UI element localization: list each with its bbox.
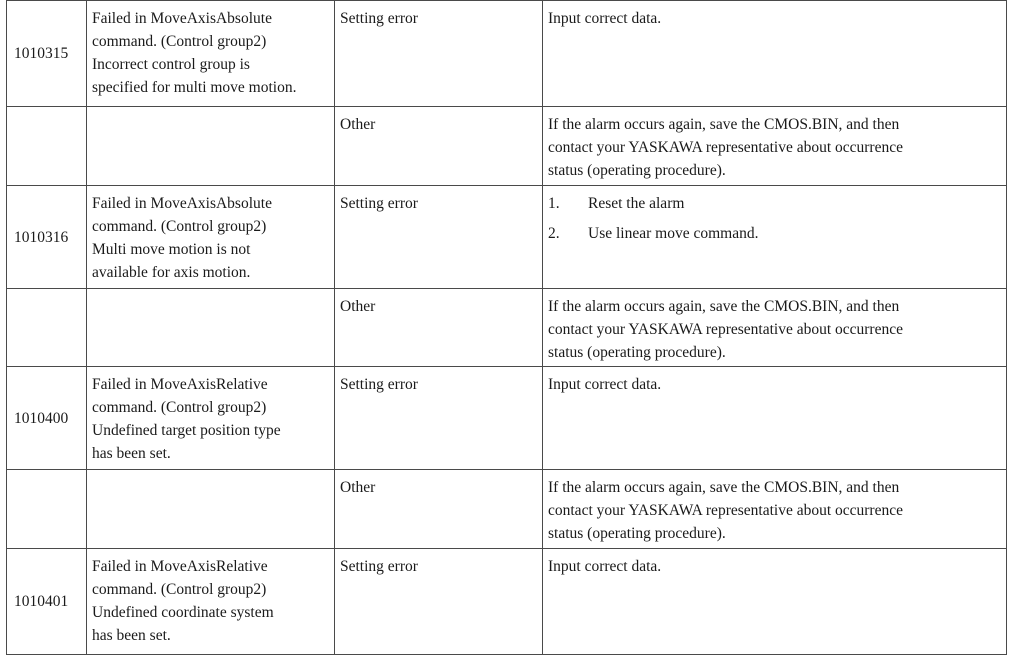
alarm-cause: Setting error [335, 549, 543, 655]
description-line: Failed in MoveAxisAbsolute [92, 10, 272, 27]
description-line: command. (Control group2) [92, 399, 267, 416]
description-line: available for axis motion. [92, 264, 251, 281]
alarm-code: 1010315 [7, 1, 87, 107]
description-line: has been set. [92, 445, 171, 462]
description-line: Failed in MoveAxisRelative [92, 376, 268, 393]
alarm-cause: Setting error [335, 1, 543, 107]
alarm-code: 1010401 [7, 549, 87, 655]
alarm-code: 1010400 [7, 367, 87, 470]
list-item [548, 192, 1001, 215]
alarm-cause: Other [335, 107, 543, 186]
alarm-description [87, 1, 335, 107]
alarm-description [87, 289, 335, 367]
remedy-line: contact your YASKAWA representative about occurrence [548, 321, 903, 338]
alarm-cause: Setting error [335, 186, 543, 289]
table-row [7, 289, 1007, 367]
alarm-description [87, 549, 335, 655]
alarm-cause: Other [335, 289, 543, 367]
remedy-line: contact your YASKAWA representative about occurrence [548, 502, 903, 519]
remedy-line: contact your YASKAWA representative about occurrence [548, 139, 903, 156]
step-text: Use linear move command. [588, 225, 759, 242]
alarm-cause: Other [335, 470, 543, 549]
description-line: command. (Control group2) [92, 581, 267, 598]
alarm-remedy: Input correct data. [543, 367, 1007, 470]
table-row [7, 549, 1007, 655]
alarm-cause: Setting error [335, 367, 543, 470]
table-row [7, 186, 1007, 289]
list-item [548, 222, 1001, 245]
alarm-remedy [543, 107, 1007, 186]
remedy-line: status (operating procedure). [548, 525, 726, 542]
description-line: command. (Control group2) [92, 218, 267, 235]
alarm-remedy: Input correct data. [543, 1, 1007, 107]
remedy-line: If the alarm occurs again, save the CMOS.BIN, and then [548, 479, 900, 496]
alarm-table [6, 0, 1007, 655]
remedy-line: status (operating procedure). [548, 162, 726, 179]
description-line: Failed in MoveAxisAbsolute [92, 195, 272, 212]
alarm-remedy [543, 186, 1007, 289]
alarm-remedy [543, 470, 1007, 549]
description-line: Undefined coordinate system [92, 604, 274, 621]
alarm-description [87, 107, 335, 186]
step-number: 2. [548, 225, 560, 242]
description-line: Failed in MoveAxisRelative [92, 558, 268, 575]
step-number: 1. [548, 195, 560, 212]
alarm-description [87, 470, 335, 549]
alarm-code [7, 289, 87, 367]
step-text: Reset the alarm [588, 195, 685, 212]
remedy-steps [548, 192, 1001, 245]
alarm-code [7, 470, 87, 549]
description-line: Multi move motion is not [92, 241, 251, 258]
alarm-code [7, 107, 87, 186]
alarm-remedy: Input correct data. [543, 549, 1007, 655]
table-row [7, 470, 1007, 549]
description-line: specified for multi move motion. [92, 79, 297, 96]
description-line: has been set. [92, 627, 171, 644]
alarm-description [87, 186, 335, 289]
alarm-remedy [543, 289, 1007, 367]
remedy-line: If the alarm occurs again, save the CMOS.BIN, and then [548, 298, 900, 315]
description-line: Undefined target position type [92, 422, 281, 439]
alarm-description [87, 367, 335, 470]
description-line: Incorrect control group is [92, 56, 250, 73]
alarm-code: 1010316 [7, 186, 87, 289]
description-line: command. (Control group2) [92, 33, 267, 50]
table-row [7, 107, 1007, 186]
table-row [7, 1, 1007, 107]
table-row [7, 367, 1007, 470]
remedy-line: If the alarm occurs again, save the CMOS.BIN, and then [548, 116, 900, 133]
remedy-line: status (operating procedure). [548, 344, 726, 361]
